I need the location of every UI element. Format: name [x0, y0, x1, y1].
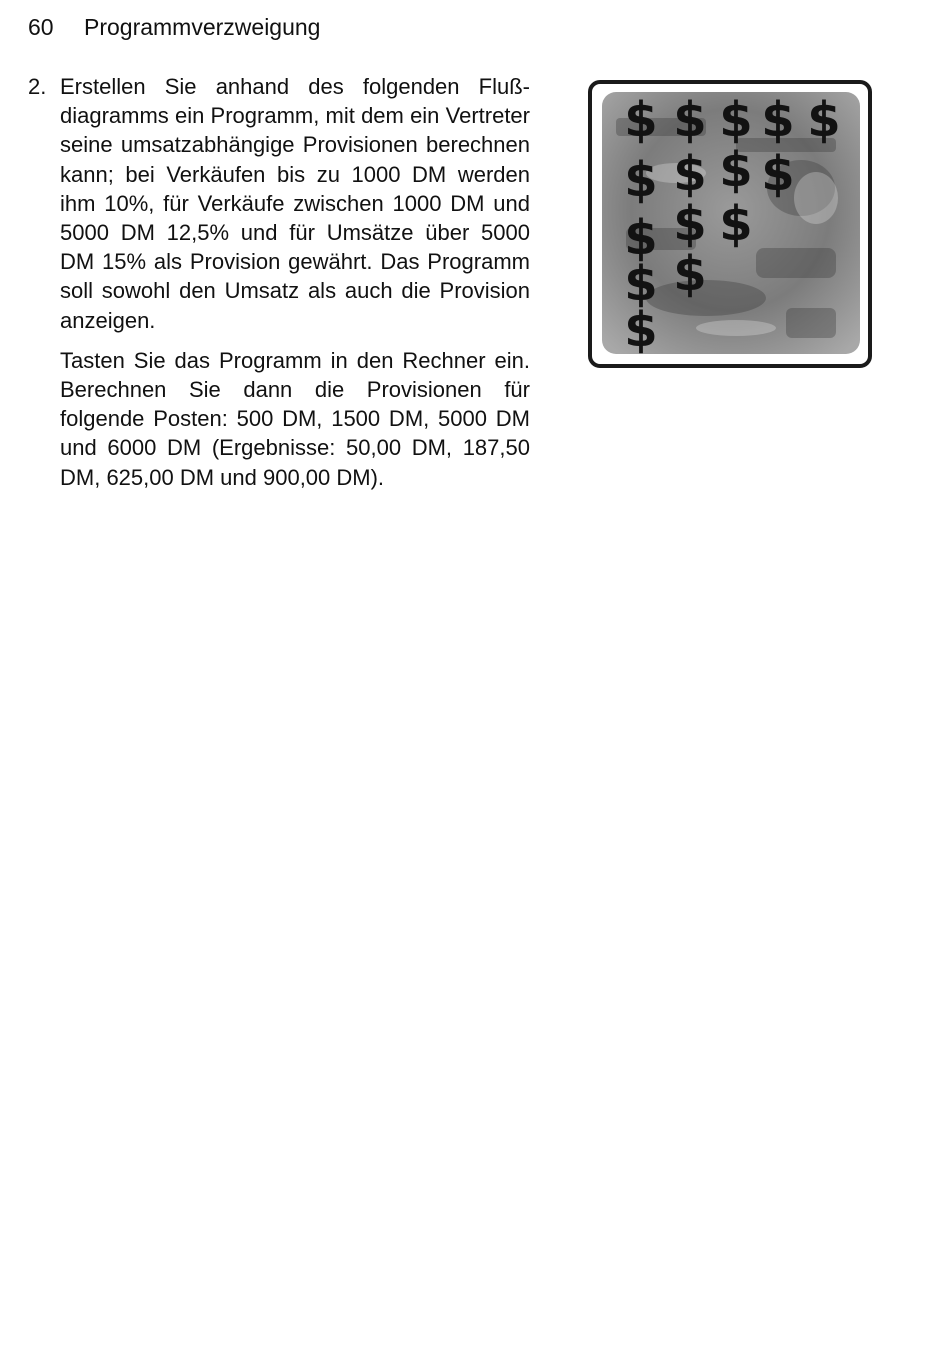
dollar-sign: $: [624, 302, 658, 358]
dollar-sign: $: [673, 196, 707, 252]
chapter-title: Programmverzweigung: [83, 14, 321, 40]
dollar-sign: $: [673, 92, 707, 148]
dollar-sign: $: [761, 146, 795, 202]
dollar-sign: $: [624, 152, 658, 208]
exercise-2: [28, 72, 530, 492]
dollar-sign: $: [673, 146, 707, 202]
exercise-paragraph-1: Erstellen Sie anhand des folgenden Flußdiagramms ein Programm, mit dem ein Vertreter seine umsatzabhängige Provisionen berechnen kann; bei Verkäufen bis zu 1000 DM werden ihm 10%, für Verkäufe zwischen 1000 DM und 5000 DM 12,5% und für Umsätze über 5000 DM 15% als Provision gewährt. Das Programm soll sowohl den Umsatz als auch die Provision anzeigen.: [60, 74, 530, 333]
dollar-sign: $: [719, 142, 753, 198]
exercise-paragraph-2: Tasten Sie das Programm in den Rechner ein. Berechnen Sie dann die Provisionen für folgende Posten: 500 DM, 1500 DM, 5000 DM und 6000 DM (Ergebnisse: 50,00 DM, 187,50 DM, 625,00 DM und 900,00 DM).: [60, 347, 530, 490]
page-number: 60: [28, 14, 54, 40]
dollar-money-illustration: [586, 78, 874, 370]
dollar-sign: $: [807, 92, 841, 148]
dollar-sign: $: [624, 92, 658, 148]
dollar-sign: $: [761, 92, 795, 148]
exercise-number: 2.: [28, 74, 47, 99]
dollar-sign: $: [624, 210, 658, 266]
dollar-sign: $: [719, 92, 753, 148]
dollar-sign: $: [624, 256, 658, 312]
dollar-illustration-graphic: [586, 78, 874, 370]
dollar-sign: $: [719, 196, 753, 252]
dollar-sign: $: [673, 246, 707, 302]
page-header: [28, 14, 320, 41]
